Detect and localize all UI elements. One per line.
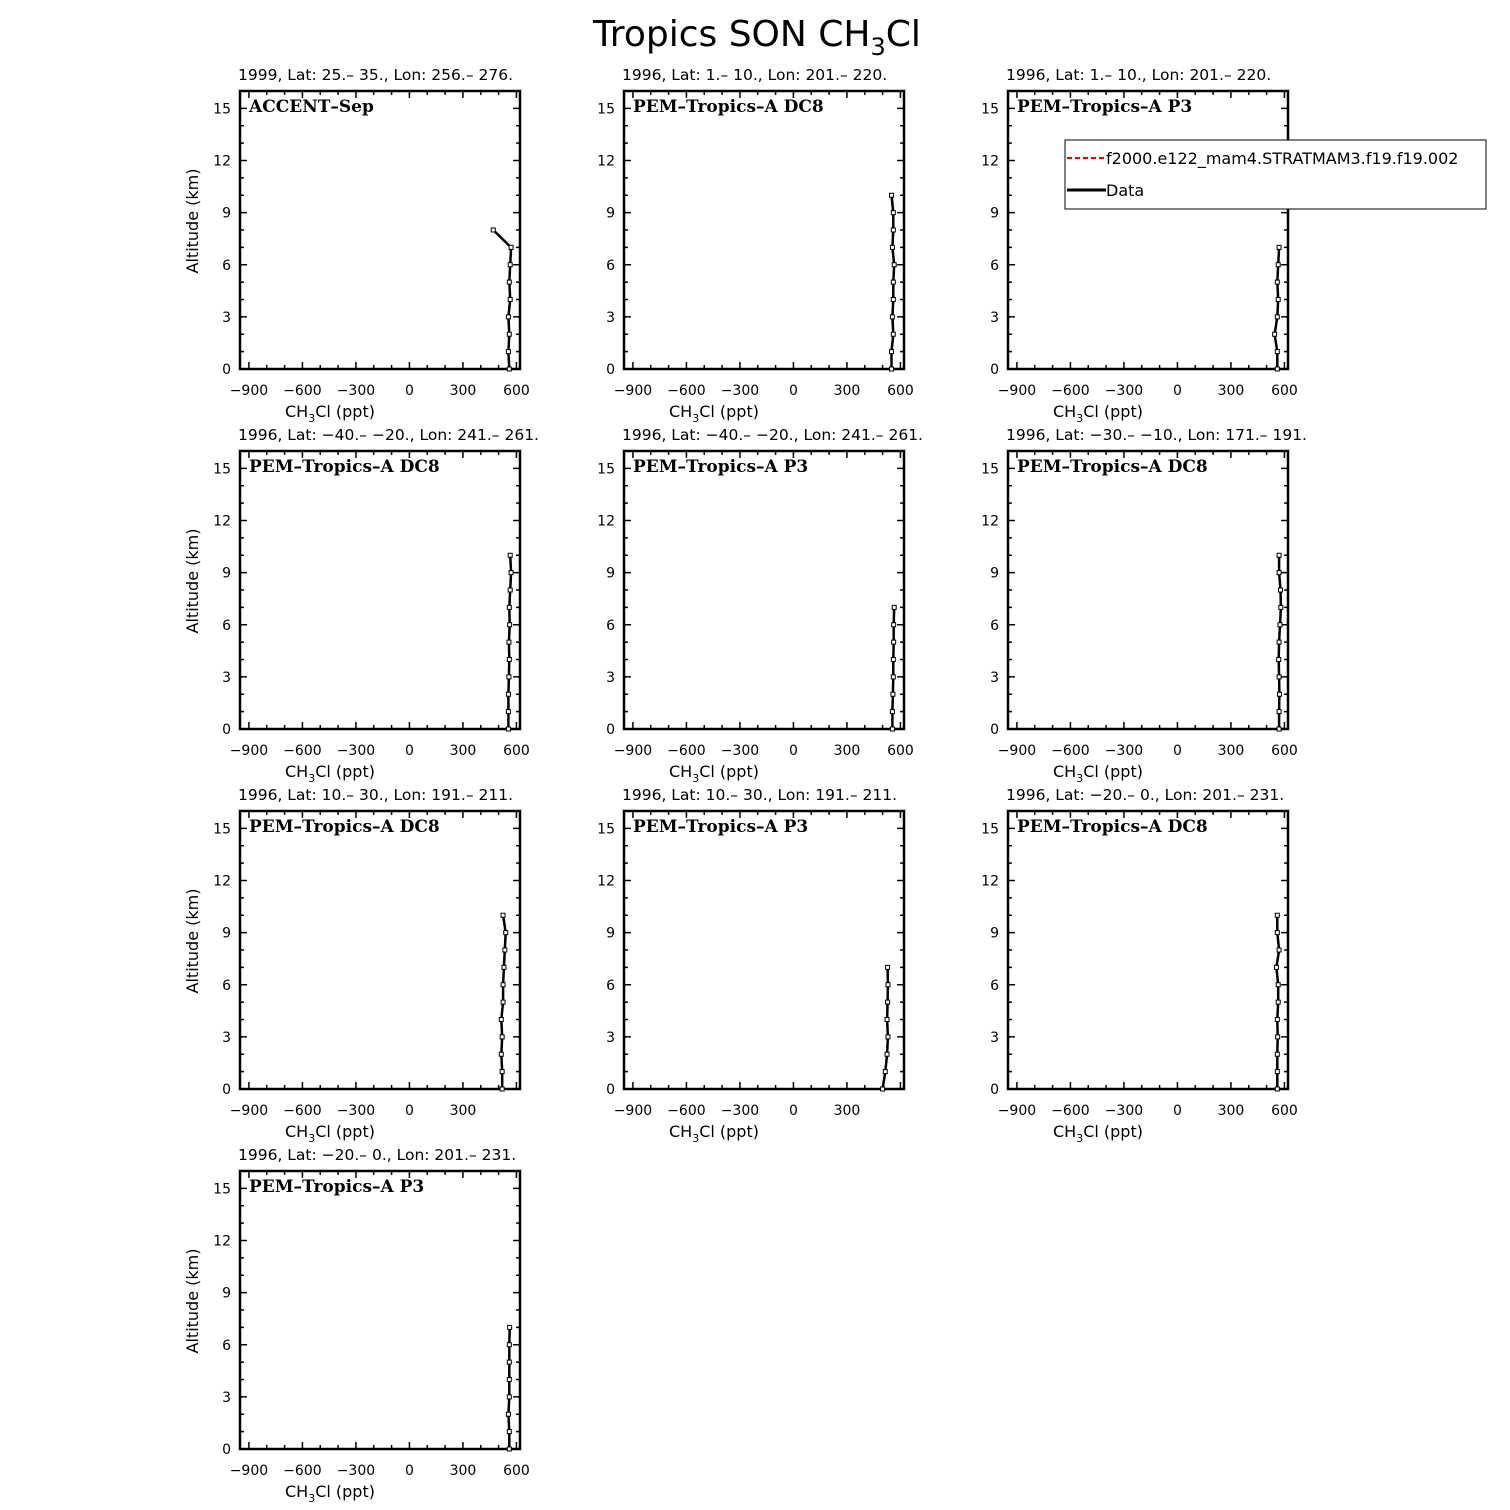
data-point — [507, 605, 511, 609]
data-point — [508, 263, 512, 267]
y-tick-label: 12 — [213, 513, 231, 530]
panel-5 — [597, 426, 923, 785]
data-point — [891, 298, 895, 302]
panel-9 — [981, 786, 1298, 1145]
data-point — [890, 710, 894, 714]
data-point — [507, 658, 511, 662]
data-point — [508, 1325, 512, 1329]
data-point — [891, 228, 895, 232]
y-tick-label: 15 — [213, 1181, 231, 1198]
data-point — [891, 332, 895, 336]
y-tick-label: 0 — [990, 362, 999, 378]
y-tick-label: 12 — [213, 1233, 231, 1250]
data-point — [892, 263, 896, 267]
data-point — [1275, 350, 1279, 354]
x-tick-label: 0 — [404, 1463, 414, 1479]
data-point — [507, 332, 511, 336]
y-tick-label: 3 — [606, 309, 615, 326]
plot-frame — [624, 811, 904, 1089]
x-tick-label: −300 — [1104, 1103, 1144, 1119]
data-point — [1274, 965, 1278, 969]
data-point — [1277, 640, 1281, 644]
data-point — [509, 571, 513, 575]
data-point — [507, 1395, 511, 1399]
y-tick-label: 9 — [606, 925, 615, 942]
data-point — [1277, 675, 1281, 679]
data-point — [891, 658, 895, 662]
panel-4 — [183, 426, 539, 785]
panel-label: ACCENT–Sep — [249, 97, 374, 117]
x-tick-label: −300 — [336, 1103, 376, 1119]
y-tick-label: 15 — [213, 461, 231, 478]
panel-label: PEM–Tropics–A DC8 — [249, 457, 440, 477]
y-tick-label: 9 — [606, 205, 615, 222]
panel-subtitle: 1999, Lat: 25.– 35., Lon: 256.– 276. — [238, 66, 514, 84]
y-tick-label: 3 — [222, 669, 231, 686]
y-tick-label: 6 — [990, 257, 999, 274]
y-tick-label: 12 — [597, 873, 615, 890]
y-tick-label: 9 — [990, 925, 999, 942]
x-tick-label: 0 — [404, 1103, 414, 1119]
panel-subtitle: 1996, Lat: 1.– 10., Lon: 201.– 220. — [622, 66, 888, 84]
x-tick-label: 300 — [833, 1103, 861, 1119]
data-point — [891, 675, 895, 679]
x-axis-label: $CH_3Cl$ (ppt) — [669, 762, 759, 785]
x-tick-label: −300 — [720, 743, 760, 759]
data-point — [509, 245, 513, 249]
data-point — [891, 211, 895, 215]
x-tick-label: −900 — [613, 1103, 653, 1119]
x-tick-label: 600 — [1271, 743, 1298, 759]
y-tick-label: 12 — [597, 153, 615, 170]
data-point — [1277, 571, 1281, 575]
x-axis-label: $CH_3Cl$ (ppt) — [669, 1122, 759, 1145]
y-tick-label: 0 — [606, 1082, 615, 1098]
y-tick-label: 6 — [990, 977, 999, 994]
data-point — [507, 675, 511, 679]
x-tick-label: 600 — [503, 743, 530, 759]
x-tick-label: −600 — [667, 1103, 706, 1119]
x-tick-label: −300 — [720, 1103, 760, 1119]
data-point — [1277, 710, 1281, 714]
x-axis-label: $CH_3Cl$ (ppt) — [1053, 402, 1143, 425]
y-tick-label: 9 — [222, 925, 231, 942]
data-point — [1278, 623, 1282, 627]
data-point — [507, 640, 511, 644]
x-tick-label: 300 — [1217, 383, 1245, 399]
x-tick-label: 0 — [1172, 1103, 1182, 1119]
y-tick-label: 15 — [213, 101, 231, 118]
data-point — [886, 965, 890, 969]
data-point — [885, 1018, 889, 1022]
data-point — [892, 640, 896, 644]
data-point — [507, 367, 511, 371]
panel-subtitle: 1996, Lat: −30.– −10., Lon: 171.– 191. — [1006, 426, 1307, 444]
panel-subtitle: 1996, Lat: 1.– 10., Lon: 201.– 220. — [1006, 66, 1272, 84]
y-tick-label: 3 — [222, 1389, 231, 1406]
x-tick-label: −600 — [1051, 743, 1090, 759]
data-point — [507, 1378, 511, 1382]
data-point — [499, 1052, 503, 1056]
plot-frame — [240, 811, 520, 1089]
x-axis-label: $CH_3Cl$ (ppt) — [285, 402, 375, 425]
data-point — [1276, 983, 1280, 987]
x-tick-label: 300 — [833, 383, 861, 399]
data-point — [491, 228, 495, 232]
x-tick-label: −900 — [997, 383, 1037, 399]
panel-label: PEM–Tropics–A P3 — [249, 1177, 425, 1197]
panel-subtitle: 1996, Lat: −20.– 0., Lon: 201.– 231. — [1006, 786, 1285, 804]
y-tick-label: 9 — [222, 1285, 231, 1302]
data-point — [890, 350, 894, 354]
data-point — [504, 931, 508, 935]
data-point — [1275, 280, 1279, 284]
y-tick-label: 0 — [990, 722, 999, 738]
data-point — [508, 298, 512, 302]
y-tick-label: 3 — [606, 669, 615, 686]
data-point — [886, 1035, 890, 1039]
x-tick-label: 300 — [449, 743, 477, 759]
x-tick-label: 600 — [503, 1463, 530, 1479]
data-point — [506, 710, 510, 714]
y-tick-label: 6 — [222, 977, 231, 994]
data-point — [508, 588, 512, 592]
x-tick-label: −600 — [283, 1103, 322, 1119]
data-point — [1277, 727, 1281, 731]
y-tick-label: 0 — [606, 362, 615, 378]
panel-2 — [597, 66, 914, 425]
y-tick-label: 15 — [597, 101, 615, 118]
y-tick-label: 9 — [990, 205, 999, 222]
x-tick-label: −900 — [229, 1463, 269, 1479]
panel-7 — [183, 786, 520, 1145]
x-axis-label: $CH_3Cl$ (ppt) — [285, 1122, 375, 1145]
data-point — [507, 1430, 511, 1434]
data-point — [890, 193, 894, 197]
y-tick-label: 6 — [222, 1337, 231, 1354]
data-point — [1273, 332, 1277, 336]
plot-frame — [240, 1171, 520, 1449]
panel-subtitle: 1996, Lat: 10.– 30., Lon: 191.– 211. — [238, 786, 514, 804]
data-point — [1277, 948, 1281, 952]
y-axis-label: Altitude (km) — [183, 528, 202, 634]
data-point — [507, 1447, 511, 1451]
y-tick-label: 15 — [213, 821, 231, 838]
panel-subtitle: 1996, Lat: −40.– −20., Lon: 241.– 261. — [238, 426, 539, 444]
data-point — [507, 1343, 511, 1347]
legend — [1065, 140, 1486, 209]
x-tick-label: 600 — [887, 383, 914, 399]
x-tick-label: −900 — [997, 743, 1037, 759]
x-tick-label: 0 — [1172, 383, 1182, 399]
data-point — [890, 727, 894, 731]
x-tick-label: 600 — [1271, 1103, 1298, 1119]
x-tick-label: 300 — [1217, 743, 1245, 759]
data-point — [891, 692, 895, 696]
x-axis-label: $CH_3Cl$ (ppt) — [1053, 762, 1143, 785]
data-point — [1275, 913, 1279, 917]
y-tick-label: 15 — [981, 461, 999, 478]
figure-title: Tropics SON $CH_3Cl$ — [593, 14, 921, 61]
data-point — [1277, 245, 1281, 249]
plot-frame — [240, 451, 520, 729]
y-tick-label: 0 — [222, 362, 231, 378]
x-tick-label: −900 — [229, 743, 269, 759]
y-tick-label: 0 — [222, 1082, 231, 1098]
data-point — [892, 623, 896, 627]
data-point — [1276, 263, 1280, 267]
x-tick-label: −300 — [336, 743, 376, 759]
panel-3 — [981, 66, 1298, 425]
x-axis-label: $CH_3Cl$ (ppt) — [285, 762, 375, 785]
x-tick-label: 0 — [404, 743, 414, 759]
x-tick-label: −900 — [229, 383, 269, 399]
data-point — [500, 1070, 504, 1074]
x-tick-label: −600 — [283, 1463, 322, 1479]
x-tick-label: 0 — [788, 383, 798, 399]
y-tick-label: 6 — [606, 257, 615, 274]
y-tick-label: 12 — [213, 153, 231, 170]
y-axis-label: Altitude (km) — [183, 1248, 202, 1354]
x-tick-label: 0 — [404, 383, 414, 399]
x-axis-label: $CH_3Cl$ (ppt) — [285, 1482, 375, 1505]
data-point — [506, 692, 510, 696]
data-point — [890, 315, 894, 319]
data-point — [1276, 1000, 1280, 1004]
y-tick-label: 6 — [606, 617, 615, 634]
data-point — [886, 983, 890, 987]
x-tick-label: −300 — [336, 383, 376, 399]
data-point — [1275, 1018, 1279, 1022]
x-tick-label: 0 — [788, 743, 798, 759]
y-tick-label: 6 — [990, 617, 999, 634]
data-point — [1275, 1087, 1279, 1091]
y-tick-label: 0 — [222, 1442, 231, 1458]
x-tick-label: 600 — [887, 743, 914, 759]
x-tick-label: −300 — [1104, 743, 1144, 759]
panel-label: PEM–Tropics–A P3 — [1017, 97, 1193, 117]
x-tick-label: −900 — [613, 743, 653, 759]
panel-6 — [981, 426, 1307, 785]
y-tick-label: 0 — [222, 722, 231, 738]
y-tick-label: 15 — [597, 461, 615, 478]
x-tick-label: −300 — [336, 1463, 376, 1479]
data-point — [1275, 1052, 1279, 1056]
panel-label: PEM–Tropics–A DC8 — [1017, 457, 1208, 477]
data-point — [503, 948, 507, 952]
x-tick-label: −600 — [1051, 383, 1090, 399]
legend-label-model: f2000.e122_mam4.STRATMAM3.f19.f19.002 — [1106, 149, 1459, 168]
y-tick-label: 12 — [213, 873, 231, 890]
data-point — [885, 1052, 889, 1056]
data-point — [1276, 1035, 1280, 1039]
x-tick-label: −600 — [283, 383, 322, 399]
y-tick-label: 0 — [990, 1082, 999, 1098]
y-tick-label: 15 — [597, 821, 615, 838]
y-tick-label: 12 — [981, 153, 999, 170]
y-tick-label: 12 — [981, 873, 999, 890]
y-tick-label: 15 — [981, 101, 999, 118]
plot-frame — [624, 91, 904, 369]
x-tick-label: 300 — [833, 743, 861, 759]
x-tick-label: −600 — [283, 743, 322, 759]
y-tick-label: 3 — [222, 1029, 231, 1046]
x-tick-label: −600 — [667, 743, 706, 759]
data-point — [507, 1360, 511, 1364]
data-point — [892, 605, 896, 609]
data-point — [499, 1018, 503, 1022]
panels — [183, 66, 1307, 1505]
data-point — [1277, 658, 1281, 662]
data-point — [1277, 692, 1281, 696]
x-tick-label: −900 — [613, 383, 653, 399]
plot-frame — [1008, 811, 1288, 1089]
panel-label: PEM–Tropics–A DC8 — [249, 817, 440, 837]
data-point — [508, 553, 512, 557]
data-point — [886, 1000, 890, 1004]
data-point — [1275, 367, 1279, 371]
x-tick-label: −900 — [997, 1103, 1037, 1119]
y-tick-label: 12 — [981, 513, 999, 530]
x-tick-label: −600 — [1051, 1103, 1090, 1119]
panel-subtitle: 1996, Lat: −20.– 0., Lon: 201.– 231. — [238, 1146, 517, 1164]
x-tick-label: −300 — [720, 383, 760, 399]
data-point — [1275, 315, 1279, 319]
data-point — [506, 315, 510, 319]
y-tick-label: 12 — [597, 513, 615, 530]
plot-frame — [240, 91, 520, 369]
data-point — [506, 727, 510, 731]
data-point — [881, 1087, 885, 1091]
panel-label: PEM–Tropics–A P3 — [633, 457, 809, 477]
data-point — [501, 983, 505, 987]
data-point — [500, 1087, 504, 1091]
y-tick-label: 9 — [606, 565, 615, 582]
y-tick-label: 15 — [981, 821, 999, 838]
panel-subtitle: 1996, Lat: 10.– 30., Lon: 191.– 211. — [622, 786, 898, 804]
data-point — [1279, 588, 1283, 592]
x-axis-label: $CH_3Cl$ (ppt) — [1053, 1122, 1143, 1145]
data-point — [1277, 553, 1281, 557]
panel-label: PEM–Tropics–A DC8 — [1017, 817, 1208, 837]
y-tick-label: 6 — [222, 617, 231, 634]
data-point — [501, 913, 505, 917]
y-tick-label: 3 — [222, 309, 231, 326]
legend-label-data: Data — [1106, 181, 1145, 200]
data-point — [501, 1000, 505, 1004]
y-tick-label: 6 — [222, 257, 231, 274]
y-axis-label: Altitude (km) — [183, 888, 202, 994]
plot-frame — [1008, 451, 1288, 729]
plot-frame — [1008, 91, 1288, 369]
y-tick-label: 0 — [606, 722, 615, 738]
x-tick-label: 600 — [503, 383, 530, 399]
x-tick-label: 300 — [449, 1103, 477, 1119]
data-point — [502, 965, 506, 969]
x-axis-label: $CH_3Cl$ (ppt) — [669, 402, 759, 425]
x-tick-label: −900 — [229, 1103, 269, 1119]
x-tick-label: 0 — [1172, 743, 1182, 759]
data-point — [890, 245, 894, 249]
y-tick-label: 9 — [990, 565, 999, 582]
panel-1 — [183, 66, 530, 425]
panel-label: PEM–Tropics–A DC8 — [633, 97, 824, 117]
data-point — [1275, 1070, 1279, 1074]
data-point — [506, 350, 510, 354]
data-point — [890, 367, 894, 371]
panel-10 — [183, 1146, 530, 1505]
x-tick-label: −300 — [1104, 383, 1144, 399]
data-point — [506, 1412, 510, 1416]
y-tick-label: 3 — [606, 1029, 615, 1046]
data-point — [1279, 605, 1283, 609]
x-tick-label: 0 — [788, 1103, 798, 1119]
y-axis-label: Altitude (km) — [183, 168, 202, 274]
y-tick-label: 9 — [222, 565, 231, 582]
panel-subtitle: 1996, Lat: −40.– −20., Lon: 241.– 261. — [622, 426, 923, 444]
x-tick-label: 300 — [449, 383, 477, 399]
y-tick-label: 9 — [222, 205, 231, 222]
y-tick-label: 3 — [990, 309, 999, 326]
y-tick-label: 3 — [990, 1029, 999, 1046]
data-point — [1276, 298, 1280, 302]
x-tick-label: 300 — [1217, 1103, 1245, 1119]
data-point — [891, 280, 895, 284]
data-point — [507, 280, 511, 284]
plot-frame — [624, 451, 904, 729]
x-tick-label: 600 — [1271, 383, 1298, 399]
data-point — [1275, 931, 1279, 935]
data-point — [508, 623, 512, 627]
data-point — [883, 1070, 887, 1074]
data-point — [500, 1035, 504, 1039]
x-tick-label: 300 — [449, 1463, 477, 1479]
y-tick-label: 3 — [990, 669, 999, 686]
panel-8 — [597, 786, 904, 1145]
x-tick-label: −600 — [667, 383, 706, 399]
panel-label: PEM–Tropics–A P3 — [633, 817, 809, 837]
y-tick-label: 6 — [606, 977, 615, 994]
